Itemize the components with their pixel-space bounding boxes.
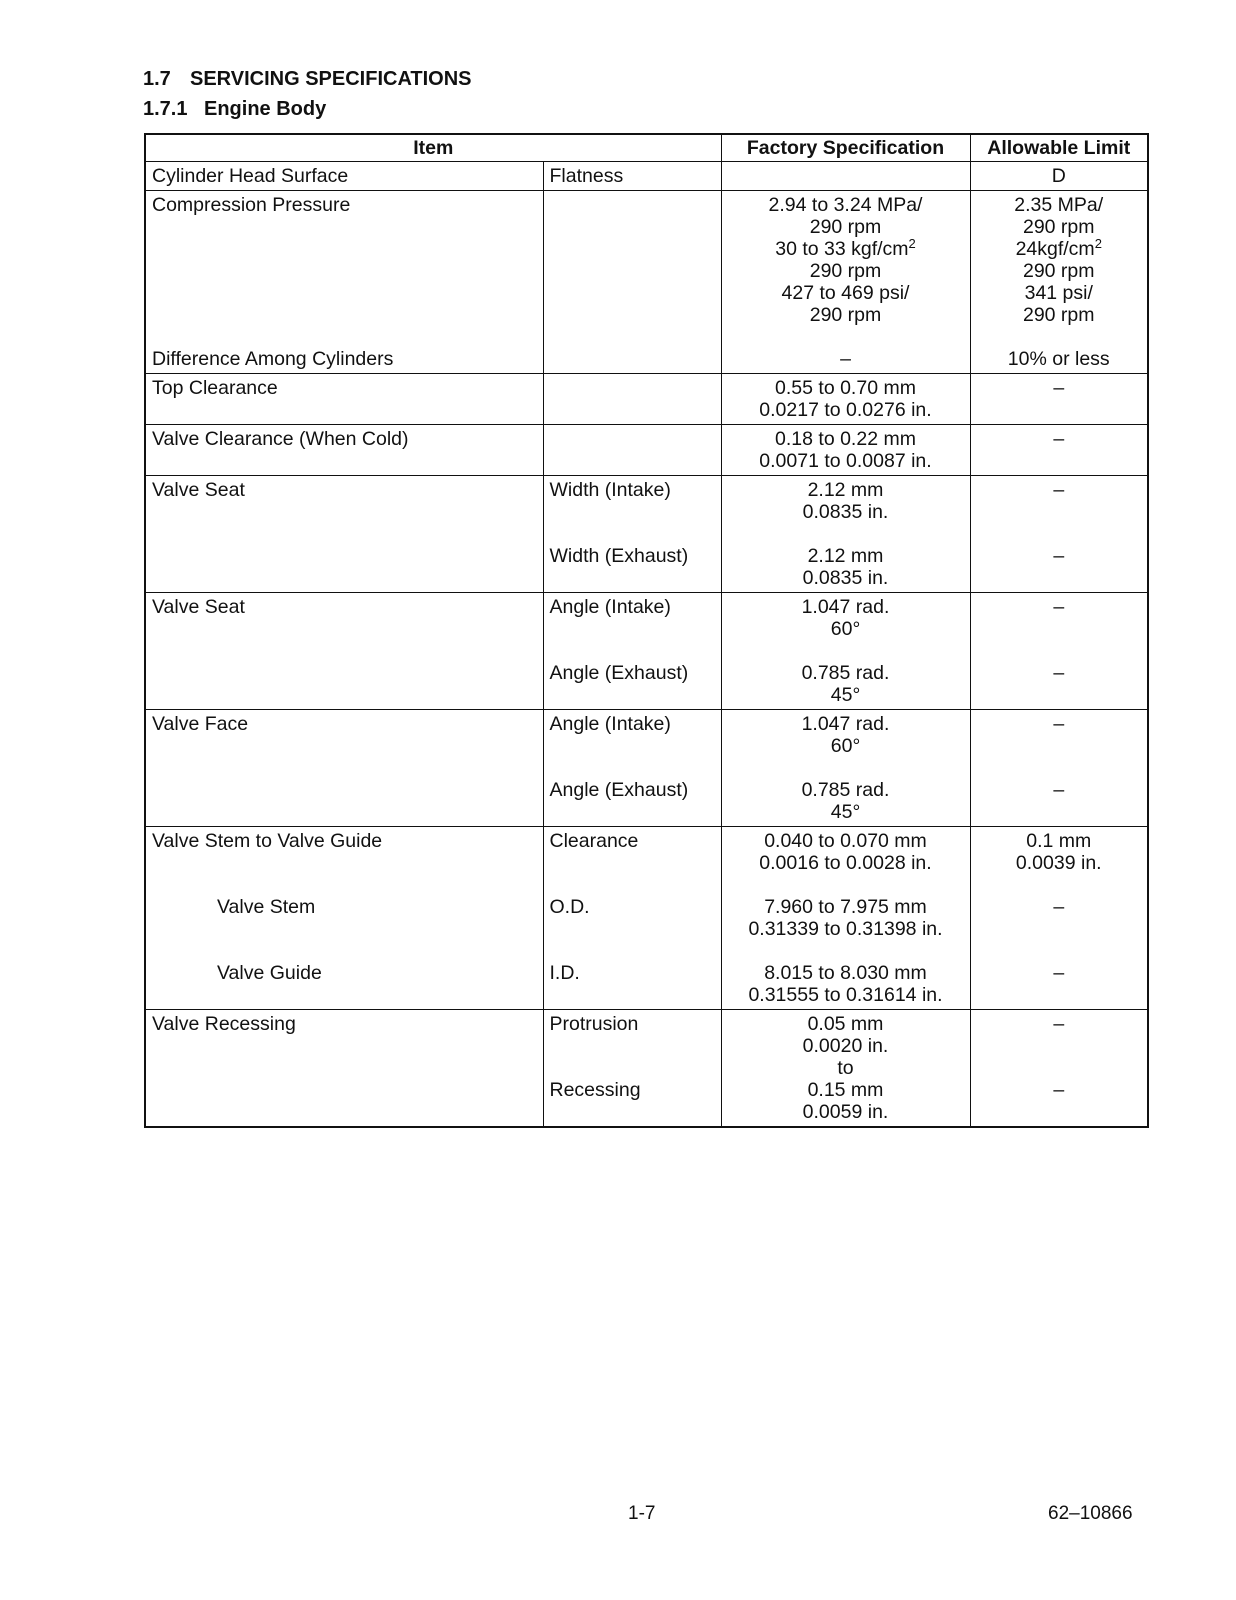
cell-line	[152, 260, 537, 282]
cell-line	[550, 523, 715, 545]
cell-line	[152, 962, 537, 984]
factory-spec-cell	[721, 425, 970, 476]
cell-text: 0.0217 to 0.0276 in.	[759, 399, 932, 421]
cell-line	[550, 1079, 715, 1101]
cell-line	[977, 260, 1142, 282]
cell-line	[550, 194, 715, 216]
superscript: 2	[1094, 236, 1102, 251]
cell-text: Valve Seat	[152, 596, 245, 618]
cell-text: Valve Seat	[152, 479, 245, 501]
cell-text: Valve Guide	[217, 962, 322, 984]
section-title: SERVICING SPECIFICATIONS	[190, 68, 472, 90]
item-detail-cell	[543, 1010, 721, 1128]
factory-spec-cell	[721, 374, 970, 425]
cell-text: –	[1053, 1079, 1065, 1101]
cell-text: D	[1051, 165, 1066, 187]
cell-text: 8.015 to 8.030 mm	[764, 962, 927, 984]
cell-line	[728, 1013, 964, 1035]
cell-line	[977, 1013, 1142, 1035]
cell-text: Compression Pressure	[152, 194, 351, 216]
cell-text: Clearance	[549, 830, 639, 852]
allowable-limit-cell	[970, 1010, 1148, 1128]
cell-line	[977, 779, 1142, 801]
cell-text: –	[1053, 779, 1065, 801]
cell-line	[550, 165, 715, 187]
table-row	[145, 476, 1148, 593]
factory-spec-cell	[721, 827, 970, 1010]
cell-text: Cylinder Head Surface	[152, 165, 349, 187]
cell-line	[550, 940, 715, 962]
allowable-limit-cell	[970, 191, 1148, 374]
cell-text: 0.1 mm	[1026, 830, 1092, 852]
header-factory-specification: Factory Specification	[721, 134, 970, 162]
cell-line	[152, 830, 537, 852]
cell-line	[728, 1079, 964, 1101]
cell-line	[728, 216, 964, 238]
cell-line	[152, 216, 537, 238]
factory-spec-cell	[721, 1010, 970, 1128]
cell-line	[977, 735, 1142, 757]
cell-line	[728, 662, 964, 684]
cell-text: 341 psi/	[1024, 282, 1093, 304]
cell-text: Valve Clearance (When Cold)	[152, 428, 409, 450]
factory-spec-cell	[721, 710, 970, 827]
cell-text: 1.047 rad.	[801, 596, 890, 618]
cell-line	[728, 304, 964, 326]
cell-line	[550, 1013, 715, 1035]
cell-text: I.D.	[549, 962, 580, 984]
cell-line	[977, 238, 1142, 260]
cell-line	[728, 735, 964, 757]
cell-text: 0.31339 to 0.31398 in.	[748, 918, 943, 940]
cell-text: 0.0039 in.	[1015, 852, 1102, 874]
factory-spec-cell	[721, 593, 970, 710]
cell-text: 290 rpm	[809, 260, 882, 282]
cell-text: 30 to 33 kgf/cm	[775, 238, 909, 260]
item-detail-cell	[543, 425, 721, 476]
cell-text: to	[837, 1057, 854, 1079]
cell-line	[977, 1057, 1142, 1079]
allowable-limit-cell	[970, 476, 1148, 593]
table-row	[145, 162, 1148, 191]
cell-line	[152, 940, 537, 962]
item-detail-cell	[543, 593, 721, 710]
cell-text: –	[1053, 662, 1065, 684]
subsection-title: Engine Body	[204, 98, 327, 120]
cell-line	[550, 962, 715, 984]
cell-line	[977, 282, 1142, 304]
item-cell	[145, 476, 543, 593]
cell-text: Width (Intake)	[549, 479, 671, 501]
cell-line	[728, 779, 964, 801]
cell-line	[550, 779, 715, 801]
table-row	[145, 374, 1148, 425]
cell-line	[152, 165, 537, 187]
cell-text: 0.0016 to 0.0028 in.	[759, 852, 932, 874]
cell-text: 60°	[830, 735, 861, 757]
cell-text: 0.55 to 0.70 mm	[775, 377, 916, 399]
cell-line	[977, 940, 1142, 962]
cell-line	[152, 479, 537, 501]
cell-line	[152, 348, 537, 370]
cell-line	[977, 874, 1142, 896]
cell-line	[728, 523, 964, 545]
cell-line	[977, 326, 1142, 348]
table-row	[145, 593, 1148, 710]
cell-line	[977, 1079, 1142, 1101]
item-cell	[145, 710, 543, 827]
item-cell	[145, 374, 543, 425]
cell-text: 290 rpm	[809, 216, 882, 238]
cell-line	[728, 238, 964, 260]
cell-text: –	[1053, 713, 1065, 735]
cell-text: Protrusion	[549, 1013, 639, 1035]
cell-line	[152, 852, 537, 874]
cell-line	[977, 545, 1142, 567]
cell-text: 0.040 to 0.070 mm	[764, 830, 927, 852]
document-number: 62–10866	[1048, 1503, 1133, 1524]
cell-text: 0.0059 in.	[802, 1101, 889, 1123]
cell-line	[728, 501, 964, 523]
cell-line	[977, 304, 1142, 326]
cell-line	[550, 918, 715, 940]
section-heading	[143, 68, 472, 91]
cell-line	[152, 596, 537, 618]
cell-line	[728, 801, 964, 823]
table-row	[145, 191, 1148, 374]
cell-line	[728, 684, 964, 706]
cell-text: 24kgf/cm	[1015, 238, 1095, 260]
cell-line	[728, 194, 964, 216]
cell-line	[977, 640, 1142, 662]
item-detail-cell	[543, 827, 721, 1010]
cell-line	[152, 377, 537, 399]
cell-line	[728, 479, 964, 501]
cell-line	[550, 735, 715, 757]
cell-text: 290 rpm	[809, 304, 882, 326]
cell-line	[728, 399, 964, 421]
page-number: 1-7	[628, 1503, 656, 1524]
cell-line	[728, 567, 964, 589]
cell-line	[550, 1035, 715, 1057]
cell-line	[977, 1035, 1142, 1057]
cell-line	[152, 713, 537, 735]
cell-line	[728, 962, 964, 984]
cell-line	[977, 618, 1142, 640]
cell-text: 0.31555 to 0.31614 in.	[748, 984, 943, 1006]
item-cell	[145, 425, 543, 476]
item-detail-cell	[543, 710, 721, 827]
cell-text: 290 rpm	[1022, 260, 1095, 282]
item-detail-cell	[543, 191, 721, 374]
cell-line	[728, 428, 964, 450]
cell-line	[728, 1057, 964, 1079]
cell-text: –	[1053, 428, 1065, 450]
cell-line	[728, 896, 964, 918]
cell-line	[728, 757, 964, 779]
superscript: 2	[908, 236, 916, 251]
cell-line	[977, 830, 1142, 852]
table-body	[145, 162, 1148, 1128]
cell-line	[152, 1013, 537, 1035]
cell-line	[728, 165, 964, 187]
cell-text: Difference Among Cylinders	[152, 348, 394, 370]
cell-line	[550, 377, 715, 399]
cell-text: 45°	[830, 801, 861, 823]
section-number: 1.7	[143, 68, 171, 90]
cell-text: –	[1053, 479, 1065, 501]
cell-line	[977, 918, 1142, 940]
cell-line	[728, 618, 964, 640]
cell-text: Valve Stem to Valve Guide	[152, 830, 383, 852]
cell-text: Flatness	[549, 165, 624, 187]
cell-line	[728, 282, 964, 304]
cell-line	[977, 377, 1142, 399]
cell-text: Angle (Exhaust)	[549, 662, 689, 684]
cell-line	[977, 596, 1142, 618]
item-cell	[145, 593, 543, 710]
cell-text: 2.94 to 3.24 MPa/	[768, 194, 923, 216]
cell-line	[550, 618, 715, 640]
cell-text: Valve Stem	[217, 896, 316, 918]
cell-text: 0.18 to 0.22 mm	[775, 428, 916, 450]
cell-line	[728, 1101, 964, 1123]
specifications-table	[144, 133, 1149, 1128]
cell-text: 0.785 rad.	[801, 779, 890, 801]
cell-line	[728, 450, 964, 472]
cell-line	[152, 194, 537, 216]
allowable-limit-cell	[970, 827, 1148, 1010]
cell-line	[550, 830, 715, 852]
table-row	[145, 1010, 1148, 1128]
cell-text: 290 rpm	[1022, 216, 1095, 238]
cell-text: 45°	[830, 684, 861, 706]
cell-line	[977, 501, 1142, 523]
cell-text: 1.047 rad.	[801, 713, 890, 735]
header-item: Item	[145, 134, 721, 162]
cell-line	[728, 1035, 964, 1057]
cell-text: 10% or less	[1007, 348, 1110, 370]
cell-text: 2.12 mm	[807, 545, 884, 567]
cell-line	[728, 874, 964, 896]
cell-text: Angle (Intake)	[549, 596, 671, 618]
cell-line	[152, 918, 537, 940]
factory-spec-cell	[721, 162, 970, 191]
allowable-limit-cell	[970, 162, 1148, 191]
cell-line	[728, 852, 964, 874]
cell-line	[728, 984, 964, 1006]
cell-line	[550, 545, 715, 567]
cell-text: 2.35 MPa/	[1014, 194, 1104, 216]
cell-text: 60°	[830, 618, 861, 640]
cell-line	[550, 874, 715, 896]
cell-line	[152, 326, 537, 348]
cell-text: –	[1053, 962, 1065, 984]
cell-text: –	[1053, 1013, 1065, 1035]
cell-text: Valve Face	[152, 713, 249, 735]
cell-text: 2.12 mm	[807, 479, 884, 501]
cell-line	[152, 874, 537, 896]
cell-text: 0.05 mm	[807, 1013, 884, 1035]
cell-line	[977, 348, 1142, 370]
factory-spec-cell	[721, 191, 970, 374]
cell-line	[550, 479, 715, 501]
cell-line	[977, 852, 1142, 874]
subsection-heading	[143, 98, 326, 121]
cell-line	[550, 852, 715, 874]
cell-line	[728, 326, 964, 348]
cell-text: Width (Exhaust)	[549, 545, 689, 567]
cell-line	[728, 596, 964, 618]
cell-line	[550, 896, 715, 918]
cell-text: Angle (Intake)	[549, 713, 671, 735]
cell-line	[728, 348, 964, 370]
cell-line	[728, 640, 964, 662]
item-cell	[145, 191, 543, 374]
cell-text: 0.0020 in.	[802, 1035, 889, 1057]
cell-text: O.D.	[549, 896, 590, 918]
cell-line	[728, 545, 964, 567]
factory-spec-cell	[721, 476, 970, 593]
allowable-limit-cell	[970, 374, 1148, 425]
table-header-row	[145, 134, 1148, 162]
cell-line	[977, 194, 1142, 216]
cell-line	[977, 479, 1142, 501]
item-cell	[145, 1010, 543, 1128]
cell-line	[977, 896, 1142, 918]
cell-line	[977, 713, 1142, 735]
cell-line	[152, 238, 537, 260]
cell-line	[977, 523, 1142, 545]
cell-line	[550, 428, 715, 450]
cell-line	[550, 640, 715, 662]
cell-line	[728, 713, 964, 735]
cell-text: Valve Recessing	[152, 1013, 296, 1035]
cell-line	[977, 165, 1142, 187]
item-cell	[145, 162, 543, 191]
cell-text: 7.960 to 7.975 mm	[764, 896, 927, 918]
cell-line	[977, 757, 1142, 779]
allowable-limit-cell	[970, 710, 1148, 827]
cell-text: 0.0835 in.	[802, 501, 889, 523]
cell-text: 0.0835 in.	[802, 567, 889, 589]
item-detail-cell	[543, 476, 721, 593]
cell-line	[152, 304, 537, 326]
cell-line	[550, 1057, 715, 1079]
cell-text: 290 rpm	[1022, 304, 1095, 326]
allowable-limit-cell	[970, 593, 1148, 710]
cell-line	[728, 830, 964, 852]
cell-line	[550, 662, 715, 684]
cell-line	[550, 501, 715, 523]
cell-line	[728, 377, 964, 399]
cell-text: Recessing	[549, 1079, 641, 1101]
cell-text: 427 to 469 psi/	[781, 282, 910, 304]
cell-line	[977, 662, 1142, 684]
cell-line	[152, 896, 537, 918]
cell-line	[728, 918, 964, 940]
cell-line	[728, 940, 964, 962]
header-allowable-limit: Allowable Limit	[970, 134, 1148, 162]
table-row	[145, 425, 1148, 476]
cell-line	[550, 713, 715, 735]
cell-text: Top Clearance	[152, 377, 278, 399]
cell-text: –	[1053, 596, 1065, 618]
cell-line	[152, 428, 537, 450]
cell-line	[152, 282, 537, 304]
cell-text: 0.15 mm	[807, 1079, 884, 1101]
cell-line	[550, 757, 715, 779]
cell-text: Angle (Exhaust)	[549, 779, 689, 801]
item-cell	[145, 827, 543, 1010]
allowable-limit-cell	[970, 425, 1148, 476]
cell-text: –	[1053, 545, 1065, 567]
cell-text: –	[1053, 377, 1065, 399]
table-row	[145, 710, 1148, 827]
cell-line	[550, 596, 715, 618]
item-detail-cell	[543, 162, 721, 191]
cell-text: –	[840, 348, 851, 370]
cell-text: –	[1053, 896, 1065, 918]
item-detail-cell	[543, 374, 721, 425]
cell-line	[977, 428, 1142, 450]
cell-line	[728, 260, 964, 282]
subsection-number: 1.7.1	[143, 98, 188, 120]
cell-line	[977, 216, 1142, 238]
cell-text: 0.0071 to 0.0087 in.	[759, 450, 932, 472]
cell-text: 0.785 rad.	[801, 662, 890, 684]
cell-line	[977, 962, 1142, 984]
table-row	[145, 827, 1148, 1010]
